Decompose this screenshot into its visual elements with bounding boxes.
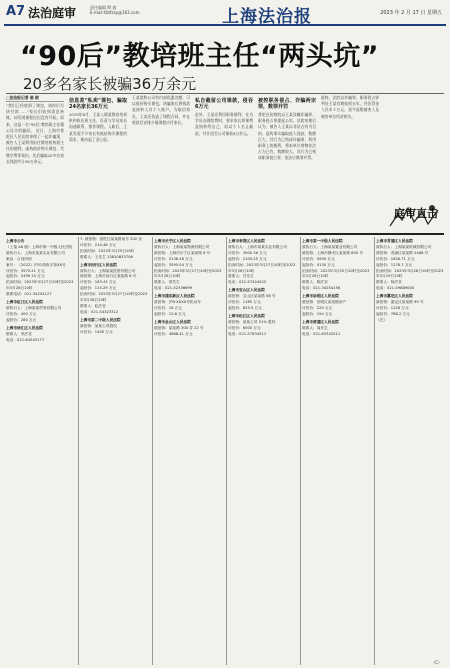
notice-line: 评估价：3000.36 万元 (228, 250, 267, 255)
column-divider (152, 237, 153, 665)
notice-line: 被执行人：上海某某置业有限公司 (302, 244, 358, 249)
header-meta (90, 5, 190, 15)
notice-line: 被拍物：嘉定区某某路 99 号 (376, 300, 424, 305)
notice-heading: 上海市闵行区人民法院 (80, 262, 117, 267)
notice-line: 被执行人：上海某某贸易有限公司 (6, 305, 62, 310)
notice-line: 评估价：220 万元 (302, 305, 333, 310)
notice-line: 被拍物：沪B·XXXX号机动车 (154, 300, 201, 305)
paragraph: 近日，上海市普陀区人民法院审理了一起诈骗案，被告人王某利用担任教培机构班主任的便利，虚构低价购买课包、代缴学费等事由，先后骗取20多名家长钱款共计36万余元。 (6, 127, 64, 164)
notice-line: 起拍价：115.29 万元 (80, 286, 117, 291)
section-heading: 信息差"私卖"课包，骗取24名家长36万元 (69, 98, 127, 110)
notice-line: 评估价：1450 万元 (80, 329, 113, 334)
illustration-caption: 庭审直击 (394, 207, 438, 220)
editor-line: 责任编辑 缪 毅 (90, 5, 117, 10)
notice-line: 起拍价：2499.15 万元 (6, 274, 45, 279)
notice-line: 起拍价：3595.54 万元 (154, 262, 193, 267)
notice-line: 联系人：陈法官 (302, 280, 328, 285)
paragraph: 2019年4月，王某入职某教育培训机构担任班主任，负责与学员家长沟通联系、推荐课程。入职后，王某发现不少家长有低价购买课程的需求，便动起了歪心思。 (69, 112, 127, 142)
notice-heading: 上海市长宁区人民法院 (154, 239, 191, 243)
notice-line: 被拍物：崇明区某某镇房产 (302, 300, 347, 305)
column-divider (374, 237, 375, 665)
notice-line: 被拍物：上海市长宁区某某路 8 号 (154, 250, 211, 255)
notice-heading: 上海市金山区人民法院 (154, 319, 191, 324)
masthead: 上海法治报 (222, 7, 312, 27)
paragraph: "我们已经收到了课包，请你们尽快付款……"家长们收到消息转账，却发现课程迟迟没有开始。原来，这是一名"90后"教培班主任精心设计的骗局。 (6, 103, 64, 133)
paragraph: 王某谎称公司有内部优惠名额，可以低价购买课包，诱骗家长将钱款直接转入其个人账户。为取信家长，王某还伪造了课程合同，并在收款后安排少量课程应付家长。 (132, 95, 190, 125)
notice-heading: 上海市松江区人民法院 (228, 313, 265, 318)
notice-line: 评估价：1126 万元 (376, 305, 409, 310)
article-body (6, 95, 444, 228)
paragraph: 普陀区检察院以王某涉嫌诈骗罪、职务侵占罪提起公诉。法院审理后认为，被告人王某以非法占有为目的，虚构事实骗取他人钱款，数额巨大，其行为已构成诈骗罪；利用职务上的便利，将本单位财物非法占为己有，数额较大，其行为已构成职务侵占罪，依法应数罪并罚。 (258, 112, 316, 161)
notice-line: 联系人：杨法官 (376, 280, 402, 285)
notice-line: 案由：合同纠纷 (6, 256, 32, 261)
notice-heading: 上海市嘉定区人民法院 (376, 294, 413, 299)
notice-line: 拍卖时间：2023年3月25日10时至2023年3月26日10时 (302, 268, 370, 279)
notice-line: 评估价：1826.71 万元 (376, 256, 415, 261)
notice-heading: 上海市徐汇区人民法院 (6, 325, 43, 330)
notice-heading: 上海市第二中级人民法院 (80, 317, 121, 322)
notice-line: 评估价：400 万元 (6, 311, 37, 316)
notice-line: （上接 A6 版）上海市第一中级人民法院 (6, 244, 73, 249)
notice-line: 电话：021-54323312 (80, 309, 119, 314)
section-title: 法治庭审 (28, 6, 77, 20)
email-line: E-mail:fzbfzsp@163.com (90, 10, 140, 15)
byline: □法治报记者 翁 晓 (6, 95, 64, 102)
notice-line: 被拍物：青浦区某某路 2468 号 (376, 250, 429, 255)
notice-line: 被执行人：上海某某物流有限公司 (154, 244, 210, 249)
notice-line: 被执行人：上海市某某实业有限公司 (6, 250, 65, 255)
notice-line: 评估价：5136.48 万元 (154, 256, 193, 261)
notice-line: 评估价：18 万元 (154, 305, 182, 310)
page-number: A7 (6, 4, 26, 19)
notice-line: 起拍价：154 万元 (302, 311, 333, 316)
notice-line: 联系人：李法官 (6, 331, 32, 336)
notice-line: 电话：021-64545177 (6, 337, 45, 342)
notice-line: 联系电话：021-34254127 (6, 292, 52, 297)
notice-line: 7. 被拍物：普陀区某某路某号 202 室 (80, 237, 143, 241)
column-divider (226, 237, 227, 665)
notice-line: 被执行人：上海某某投资有限公司 (80, 268, 136, 273)
notice-line: 被拍物：某某公司股权 (80, 323, 117, 328)
notice-line: 起拍价：280 万元 (6, 317, 37, 322)
divider (6, 93, 444, 94)
notice-line: 案号：（2022）沪01执恢字第XX号 (6, 262, 66, 267)
section-heading: 被控职务侵占、诈骗两宗罪，数罪并罚 (258, 98, 316, 110)
notice-line: 评估价：4888.41 万元 (154, 331, 193, 336)
notice-column (376, 237, 444, 665)
article-column (195, 95, 253, 228)
paragraph: 此外，王某还利用职务便利，在为学员办理续费时，要求家长将课费直接转给自己，再以个人名义截留，共计侵吞公司课款6万余元。 (195, 112, 253, 136)
notice-line: 起拍价：4130 万元 (302, 262, 335, 267)
notice-line: 联系人：吕先生 (228, 274, 254, 279)
notice-line: 评估价：1185 万元 (228, 300, 261, 305)
notice-column (80, 237, 151, 665)
notice-line: 被拍物：上海市闵行区某某路 8 号 (80, 274, 137, 279)
notice-line: 拍卖时间：2023年3月25日10时 (80, 248, 135, 253)
headline: “90后”教培班主任“两头坑” (20, 41, 380, 72)
notice-heading: 上海市奉贤区人民法院 (228, 239, 265, 243)
notice-line: 被拍物：某某路 300 弄 22 号 (154, 325, 204, 330)
notice-line: 评估价：163.43 万元 (80, 280, 117, 285)
notice-line: 评估价：6000 万元 (228, 325, 261, 330)
subheadline: 20多名家长被骗36万余元 (23, 75, 197, 93)
notice-heading: 上海市第一中级人民法院 (302, 239, 343, 243)
notice-line: 被执行人：上海某某机械有限公司 (376, 244, 432, 249)
notice-line: 电话：021-57834511 (228, 331, 267, 336)
notice-line: 拍卖时间：2023年3月27日10时至2023年3月28日10时 (80, 292, 148, 303)
article-column (6, 95, 64, 228)
notice-line: 起拍价：788.2 万元 (376, 311, 410, 316)
notice-line: 起拍价：1278.7 万元 (376, 262, 413, 267)
notices-section (6, 237, 444, 665)
notice-line: 电话：021-52336699 (154, 286, 193, 291)
notice-column (154, 237, 225, 665)
notice-line: 评估价：214.48 万元 (80, 242, 117, 247)
notice-heading: 上海市崇明区人民法院 (302, 294, 339, 299)
page-header (4, 2, 446, 26)
notice-heading: 上海市黄浦区人民法院 (302, 319, 339, 324)
notice-line: 拍卖时间：2023年3月27日10时至2023年3月28日10时 (228, 262, 296, 273)
notice-line: 起拍价：12.6 万元 (154, 311, 186, 316)
notice-line: 评估价：5900 万元 (302, 256, 335, 261)
notice-line: 拍卖时间：2023年3月27日10时至2023年3月28日10时 (6, 280, 74, 291)
notice-line: 联系人：赵法官 (80, 303, 106, 308)
notice-line: 联系人：周先生 (302, 325, 328, 330)
notice-line: 电话：021-59889000 (376, 286, 415, 291)
article-column (69, 95, 127, 228)
article-column (258, 95, 316, 228)
notice-heading: 上海市青浦区人民法院 (376, 239, 413, 243)
notice-line: （完） (376, 317, 388, 322)
notice-column (302, 237, 373, 665)
notice-line: 起拍价：2100.25 万元 (228, 256, 267, 261)
column-divider (300, 237, 301, 665)
notice-line: 电话：021-63342511 (302, 331, 341, 336)
section-divider (6, 233, 444, 235)
notice-line: 联系人：王先生 13810833706 (80, 254, 133, 259)
notice-line: 被拍物：宝山区某某路 58 号 (228, 294, 276, 299)
column-divider (78, 237, 79, 665)
issue-date: 2023 年 2 月 17 日 星期五 (380, 10, 442, 16)
article-column (132, 95, 190, 228)
notice-heading: 上海市虹口区人民法院 (6, 300, 43, 305)
notice-line: 拍卖时间：2023年3月28日10时至2023年3月29日10时 (376, 268, 444, 279)
notice-line: 拍卖时间：2023年3月27日10时至2023年3月28日10时 (154, 268, 222, 279)
footer-note: （C） (431, 660, 442, 665)
notice-line: 电话：021-34254156 (302, 286, 341, 291)
notice-column (228, 237, 299, 665)
notice-line: 被拍物：上海市静安区某某路 800 号 (302, 250, 364, 255)
notice-heading: 上海市宝山区人民法院 (228, 288, 265, 293)
notice-line: 起拍价：829.5 万元 (228, 305, 262, 310)
section-heading: 私自截留公司课款，侵吞6万元 (195, 98, 253, 110)
notice-line: 电话：021-57424422 (228, 280, 267, 285)
article-column (321, 95, 379, 195)
notice-column (6, 237, 77, 665)
notice-line: 评估价：3570.21 万元 (6, 268, 45, 273)
notice-line: 联系人：蔡先生 (154, 280, 180, 285)
notice-line: 被拍物：某某公司 51% 股权 (228, 319, 276, 324)
paragraph: 最终，法院以诈骗罪、职务侵占罪判处王某有期徒刑五年，并处罚金人民币十万元，责令退赔被害人及被害单位经济损失。 (321, 95, 379, 119)
notice-line: 被执行人：上海市某某实业有限公司 (228, 244, 287, 249)
notices-title: 上海市公告 (6, 239, 25, 243)
notice-heading: 上海市浦东新区人民法院 (154, 294, 195, 299)
